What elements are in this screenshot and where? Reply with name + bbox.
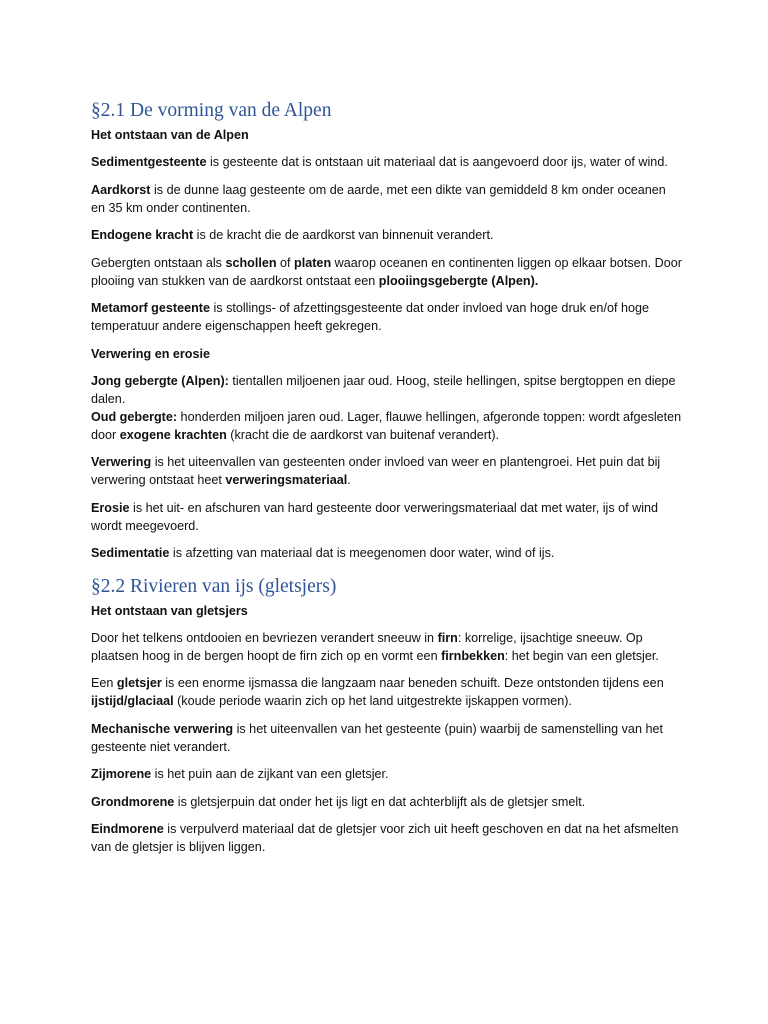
paragraph-firn: Door het telkens ontdooien en bevriezen verandert sneeuw in firn: korrelige, ijsachtige sneeuw. Op plaatsen hoog in de bergen hoopt de firn zich op en vormt een firnbekken: het begin van een gletsjer. [91, 630, 659, 663]
paragraph-eindmorene: Eindmorene is verpulverd materiaal dat de gletsjer voor zich uit heeft geschoven en dat na het afsmelten van de gletsjer is blijven liggen. [91, 822, 679, 854]
paragraph-gebergten: Gebergten ontstaan als schollen of platen waarop oceanen en continenten liggen op elkaar botsen. Door plooiing van stukken van de aardkorst ontstaat een plooiingsgebergte (Alpen). [91, 255, 682, 288]
paragraph-zijmorene: Zijmorene is het puin aan de zijkant van een gletsjer. [91, 767, 389, 781]
section-1-subheading: Het ontstaan van de Alpen [91, 128, 249, 142]
section-2-heading: §2.2 Rivieren van ijs (gletsjers) [91, 575, 337, 597]
paragraph-gletsjer: Een gletsjer is een enorme ijsmassa die langzaam naar beneden schuift. Deze ontstonden tijdens een ijstijd/glaciaal (koude periode waarin zich op het land uitgestrekte ijskappen vormen). [91, 676, 664, 708]
paragraph-metamorf-gesteente: Metamorf gesteente is stollings- of afzettingsgesteente dat onder invloed van hoge druk en/of hoge temperatuur andere eigenschappen heeft gekregen. [91, 301, 649, 333]
paragraph-erosie: Erosie is het uit- en afschuren van hard gesteente door verweringsmateriaal dat met water, ijs of wind wordt meegevoerd. [91, 500, 659, 533]
subheading-verwering-erosie: Verwering en erosie [91, 346, 210, 361]
paragraph-sedimentatie: Sedimentatie is afzetting van materiaal dat is meegenomen door water, wind of ijs. [91, 546, 555, 560]
paragraph-verwering: Verwering is het uiteenvallen van gesteenten onder invloed van weer en plantengroei. Het puin dat bij verwering ontstaat heet verweringsmateriaal. [91, 455, 661, 487]
section-1-heading: §2.1 De vorming van de Alpen [91, 100, 332, 121]
paragraph-mechanische-verwering: Mechanische verwering is het uiteenvallen van het gesteente (puin) waarbij de samenstelling van het gesteente niet verandert. [91, 721, 663, 754]
document-content [91, 96, 683, 866]
paragraph-jong-gebergte: Jong gebergte (Alpen): tientallen miljoenen jaar oud. Hoog, steile hellingen, spitse bergtoppen en diepe dalen. [91, 373, 676, 406]
paragraph-grondmorene: Grondmorene is gletsjerpuin dat onder het ijs ligt en dat achterblijft als de gletsjer smelt. [91, 794, 586, 809]
paragraph-aardkorst: Aardkorst is de dunne laag gesteente om de aarde, met een dikte van gemiddeld 8 km onder oceanen en 35 km onder continenten. [91, 182, 666, 215]
paragraph-oud-gebergte: Oud gebergte: honderden miljoen jaren oud. Lager, flauwe hellingen, afgeronde toppen: wordt afgesleten door exogene krachten (kracht die de aardkorst van buitenaf verandert). [91, 409, 682, 442]
section-2-subheading: Het ontstaan van gletsjers [91, 603, 248, 618]
paragraph-endogene-kracht: Endogene kracht is de kracht die de aardkorst van binnenuit verandert. [91, 228, 494, 242]
paragraph-sedimentgesteente: Sedimentgesteente is gesteente dat is ontstaan uit materiaal dat is aangevoerd door ijs, water of wind. [91, 155, 668, 169]
